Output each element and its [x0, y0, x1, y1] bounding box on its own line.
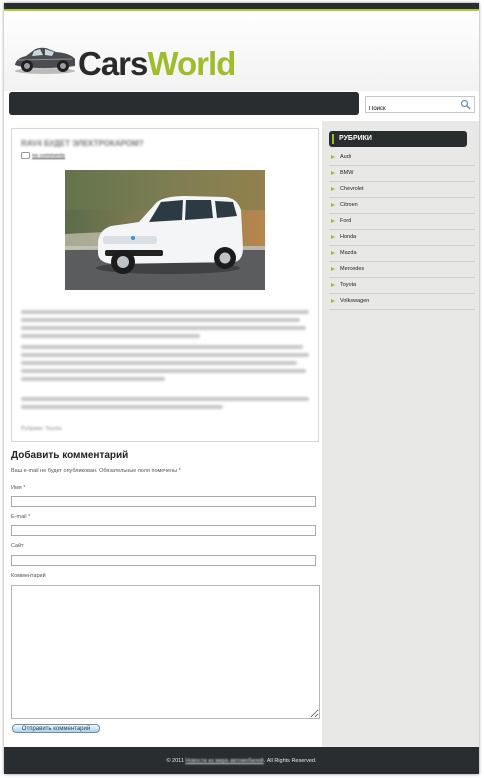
logo-text-cars: Cars	[78, 45, 148, 82]
comments-link[interactable]	[21, 152, 65, 159]
arrow-right-icon	[331, 187, 335, 191]
arrow-right-icon	[331, 267, 335, 271]
category-label[interactable]: BMW	[340, 170, 354, 176]
logo-text-world: World	[147, 45, 236, 82]
arrow-right-icon	[331, 283, 335, 287]
category-label[interactable]: Citroen	[340, 202, 358, 208]
site-field-label: Сайт	[11, 543, 24, 549]
arrow-right-icon	[331, 155, 335, 159]
category-label[interactable]: Mazda	[340, 250, 357, 256]
email-field-label: E-mail *	[11, 514, 31, 520]
site-footer	[4, 747, 479, 774]
name-field-label: Имя *	[11, 485, 26, 491]
footer-prefix: © 2011	[166, 758, 186, 764]
search-input[interactable]	[366, 103, 455, 116]
comment-form-heading: Добавить комментарий	[11, 450, 129, 461]
post-card	[11, 128, 319, 442]
category-item[interactable]	[329, 294, 475, 310]
category-item[interactable]	[329, 150, 475, 166]
category-label[interactable]: Ford	[340, 218, 352, 224]
post-excerpt-paragraph-1	[21, 310, 309, 342]
category-label[interactable]: Chevrolet	[340, 186, 364, 192]
comment-bubble-icon	[21, 152, 30, 159]
footer-copyright	[4, 758, 479, 764]
category-item[interactable]	[329, 182, 475, 198]
category-label[interactable]: Honda	[340, 234, 357, 240]
arrow-right-icon	[331, 251, 335, 255]
arrow-right-icon	[331, 203, 335, 207]
categories-heading: РУБРИКИ	[339, 135, 372, 142]
site-logo[interactable]	[78, 45, 235, 83]
arrow-right-icon	[331, 235, 335, 239]
page-frame	[4, 3, 479, 774]
category-item[interactable]	[329, 262, 475, 278]
comment-field-label: Комментарий	[11, 573, 46, 579]
site-header	[4, 11, 479, 91]
category-label[interactable]: Toyota	[340, 282, 357, 288]
required-fields-note: Ваш e-mail не будет опубликован. Обязательные поля помечены *	[11, 468, 181, 474]
arrow-right-icon	[331, 219, 335, 223]
category-item[interactable]	[329, 246, 475, 262]
category-label[interactable]: Mercedes	[340, 266, 365, 272]
post-title[interactable]: RAV4 БУДЕТ ЭЛЕКТРОКАРОМ?	[21, 139, 144, 148]
header-accent-bar	[332, 134, 334, 144]
arrow-right-icon	[331, 299, 335, 303]
post-excerpt-paragraph-2	[21, 345, 309, 385]
category-label[interactable]: Audi	[340, 154, 352, 160]
post-image	[65, 170, 265, 290]
main-content	[4, 121, 322, 747]
top-bar	[4, 3, 479, 11]
category-item[interactable]	[329, 278, 475, 294]
category-item[interactable]	[329, 230, 475, 246]
site-field[interactable]	[11, 555, 316, 566]
magnifier-icon[interactable]	[460, 99, 471, 110]
categories-widget-header	[329, 131, 467, 147]
main-navigation-bar	[9, 92, 359, 115]
comments-link-text[interactable]: no comments	[32, 152, 66, 159]
comment-textarea[interactable]	[11, 585, 320, 719]
category-item[interactable]	[329, 166, 475, 182]
post-tags[interactable]: Рубрики: Toyota	[21, 426, 62, 432]
arrow-right-icon	[331, 171, 335, 175]
name-field[interactable]	[11, 496, 316, 507]
category-item[interactable]	[329, 214, 475, 230]
submit-comment-button[interactable]: Отправить комментарий	[12, 724, 100, 733]
footer-suffix: . All Rights Reserved.	[263, 758, 317, 764]
category-label[interactable]: Volkswagen	[340, 298, 370, 304]
category-item[interactable]	[329, 198, 475, 214]
footer-link[interactable]: Новости из мира автомобилей	[185, 758, 264, 764]
sidebar	[322, 121, 479, 747]
search-box	[365, 96, 475, 113]
car-logo-icon	[12, 41, 78, 77]
email-field[interactable]	[11, 525, 316, 536]
post-excerpt-paragraph-3	[21, 397, 309, 413]
categories-list	[329, 150, 475, 310]
